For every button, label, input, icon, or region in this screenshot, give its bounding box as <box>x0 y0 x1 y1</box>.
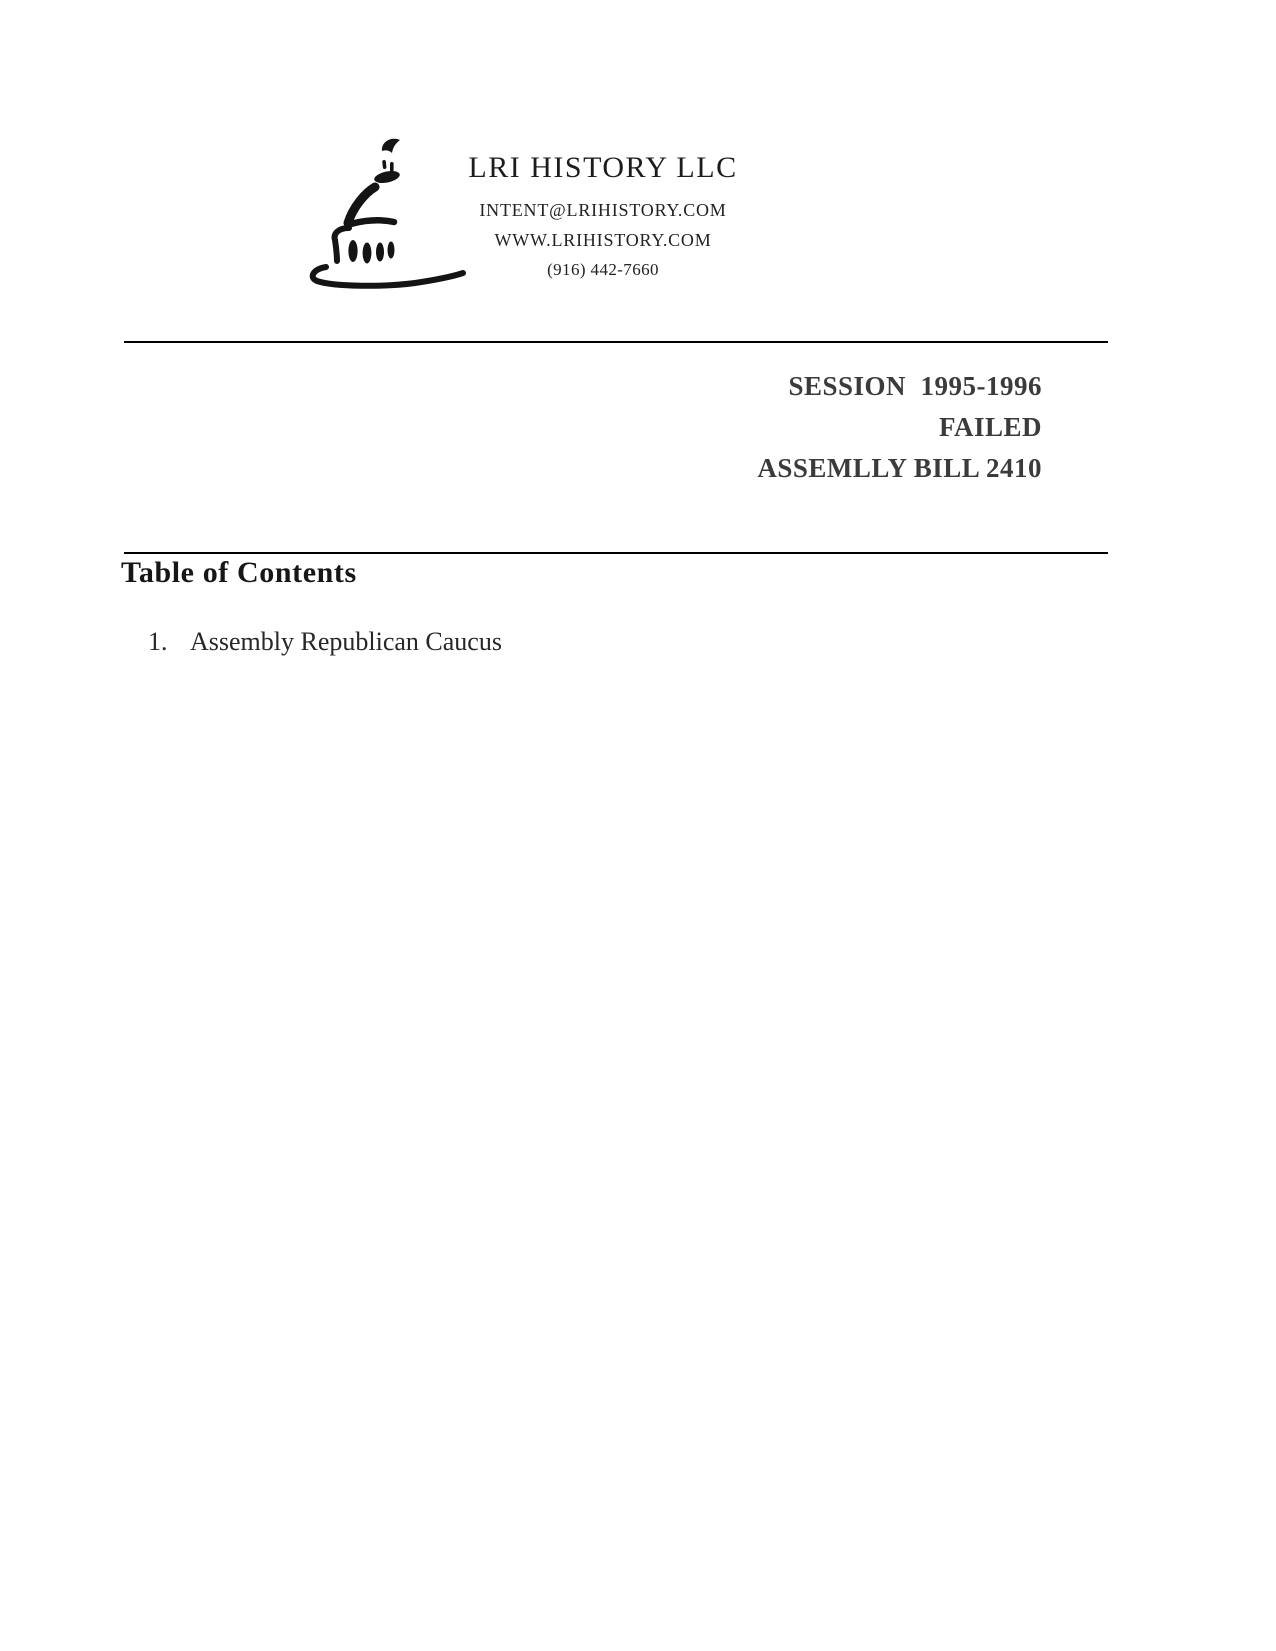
bill-line: ASSEMLLY BILL 2410 <box>757 453 1042 483</box>
divider-bottom <box>124 552 1108 554</box>
toc-item-title: Assembly Republican Caucus <box>190 627 502 656</box>
letterhead <box>403 151 803 279</box>
session-line: SESSION 1995-1996 <box>788 371 1042 401</box>
toc-item-number: 1. <box>148 627 168 656</box>
divider-top <box>124 341 1108 343</box>
company-phone: (916) 442-7660 <box>547 260 659 279</box>
toc-list <box>148 626 502 658</box>
company-name: LRI HISTORY LLC <box>468 151 738 184</box>
session-info <box>757 366 1042 489</box>
status-line: FAILED <box>938 412 1042 442</box>
company-website: WWW.LRIHISTORY.COM <box>494 230 712 250</box>
toc-heading: Table of Contents <box>121 556 357 589</box>
toc-item <box>148 626 502 658</box>
company-email: INTENT@LRIHISTORY.COM <box>479 200 727 220</box>
